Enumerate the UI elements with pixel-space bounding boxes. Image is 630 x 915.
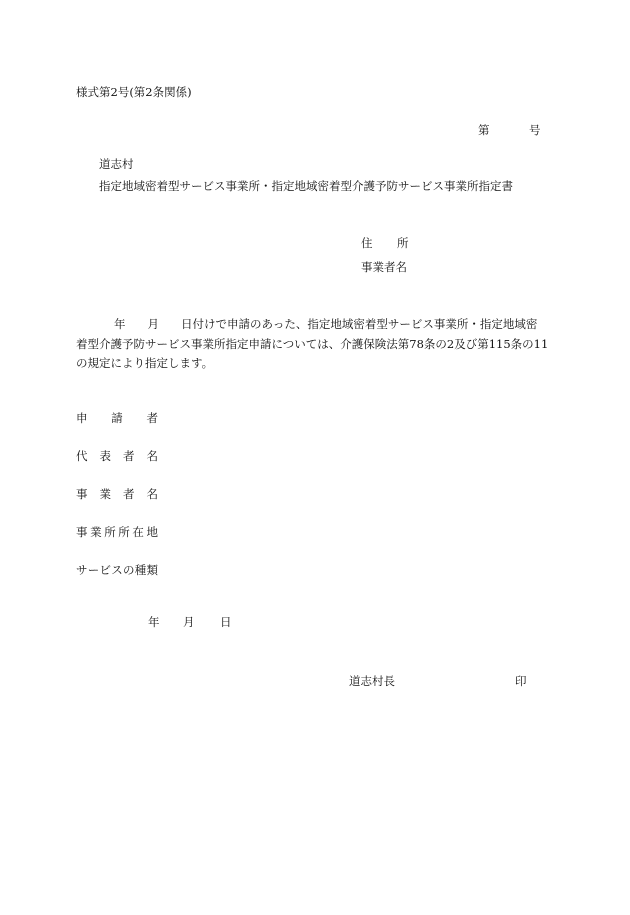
field-service-type-label: サービスの種類: [76, 563, 158, 577]
addressee: 道志村: [99, 157, 134, 171]
field-office-location: [76, 524, 158, 540]
document-number-suffix: 号: [529, 123, 541, 137]
field-business-name-label: 事業者名: [76, 487, 158, 501]
field-service-type: [76, 562, 158, 578]
field-office-location-label: 事業所所在地: [76, 525, 158, 539]
body-year-label: 年: [114, 317, 126, 331]
form-number: 様式第2号(第2条関係): [76, 85, 192, 99]
recipient-address-label-1: 住: [361, 236, 373, 250]
signer: 道志村長: [349, 674, 395, 688]
issue-date-year: 年: [148, 615, 160, 629]
body-line-2: 着型介護予防サービス事業所指定申請については、介護保険法第78条の2及び第115条の11: [76, 336, 549, 351]
issue-date-day: 日: [220, 615, 232, 629]
document-number-prefix: 第: [478, 123, 490, 137]
document-title: 指定地域密着型サービス事業所・指定地域密着型介護予防サービス事業所指定書: [99, 179, 513, 193]
body-line-1-text: 日付けで申請のあった、指定地域密着型サービス事業所・指定地域密: [181, 317, 538, 331]
seal-mark: 印: [515, 674, 527, 688]
body-paragraph: [76, 315, 556, 374]
field-applicant: [76, 410, 158, 426]
body-line-3: の規定により指定します。: [76, 356, 214, 370]
field-business-name: [76, 486, 158, 502]
field-representative: [76, 448, 158, 464]
recipient-address-label-2: 所: [397, 236, 409, 250]
recipient-name-label: 事業者名: [361, 260, 407, 274]
issue-date-month: 月: [183, 615, 195, 629]
body-line-1: [76, 315, 556, 335]
field-applicant-label: 申請者: [76, 411, 158, 425]
body-month-label: 月: [147, 317, 159, 331]
field-representative-label: 代表者名: [76, 449, 158, 463]
